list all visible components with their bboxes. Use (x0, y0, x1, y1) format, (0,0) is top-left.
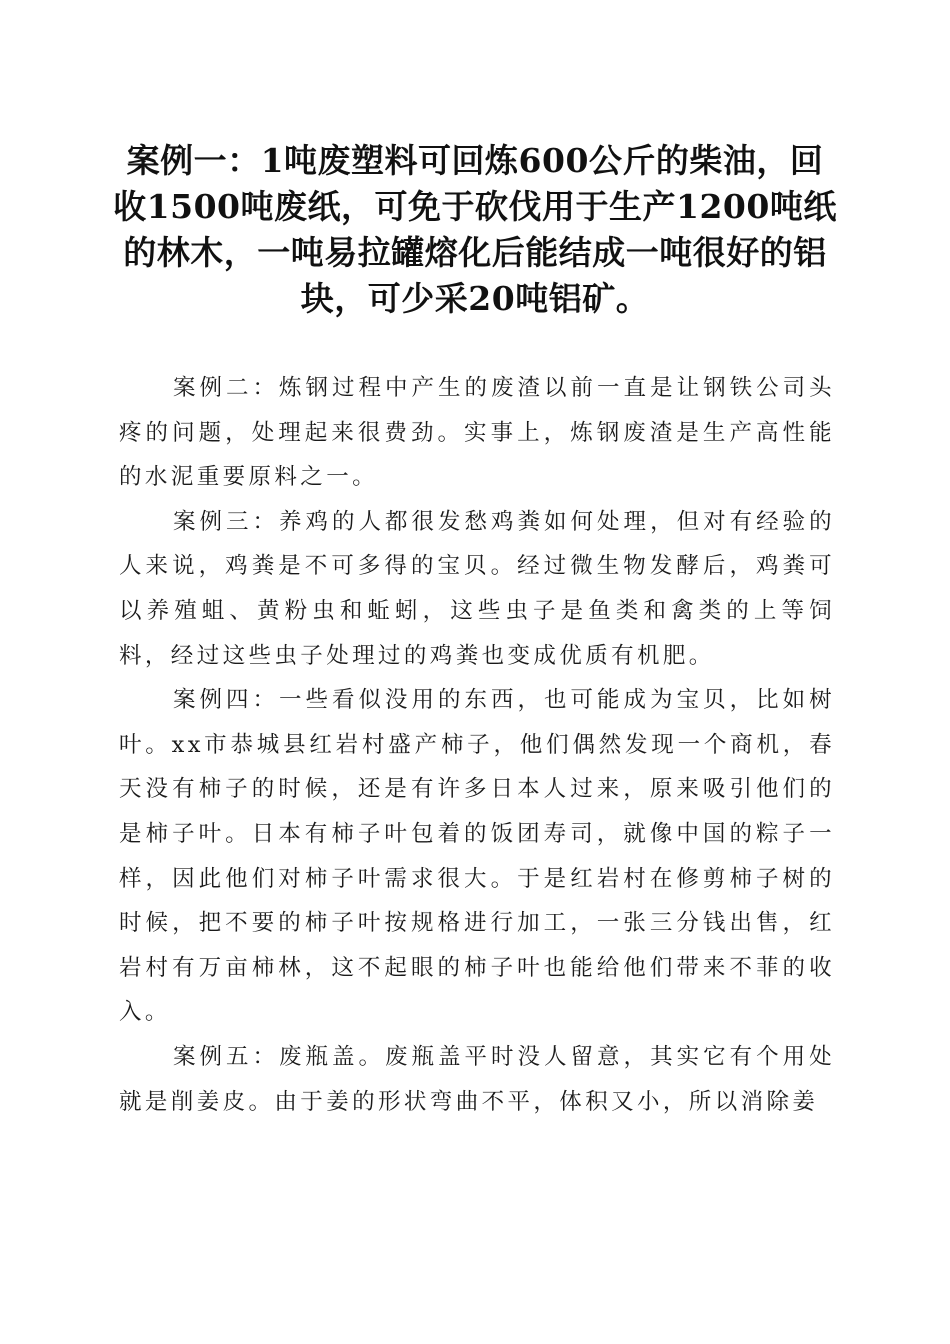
paragraph-case-5: 案例五：废瓶盖。废瓶盖平时没人留意，其实它有个用处就是削姜皮。由于姜的形状弯曲不平，体积又小，所以消除姜 (119, 1043, 835, 1115)
paragraph-case-4: 案例四：一些看似没用的东西，也可能成为宝贝，比如树叶。xx市恭城县红岩村盛产柿子，他们偶然发现一个商机，春天没有柿子的时候，还是有许多日本人过来，原来吸引他们的是柿子叶。日本有柿子叶包着的饭团寿司，就像中国的粽子一样，因此他们对柿子叶需求很大。于是红岩村在修剪柿子树的时候，把不要的柿子叶按规格进行加工，一张三分钱出售，红岩村有万亩柿林，这不起眼的柿子叶也能给他们带来不菲的收入。 (119, 687, 835, 1026)
paragraph-case-3: 案例三：养鸡的人都很发愁鸡粪如何处理，但对有经验的人来说，鸡粪是不可多得的宝贝。经过微生物发酵后，鸡粪可以养殖蛆、黄粉虫和蚯蚓，这些虫子是鱼类和禽类的上等饲料，经过这些虫子处理过的鸡粪也变成优质有机肥。 (119, 508, 835, 669)
paragraph-case-2: 案例二：炼钢过程中产生的废渣以前一直是让钢铁公司头疼的问题，处理起来很费劲。实事上，炼钢废渣是生产高性能的水泥重要原料之一。 (119, 375, 835, 491)
document-title: 案例一：1吨废塑料可回炼600公斤的柴油，回收1500吨废纸，可免于砍伐用于生产1200吨纸的林木，一吨易拉罐熔化后能结成一吨很好的铝块，可少采20吨铝矿。 (113, 141, 837, 318)
document-body (119, 366, 835, 1124)
